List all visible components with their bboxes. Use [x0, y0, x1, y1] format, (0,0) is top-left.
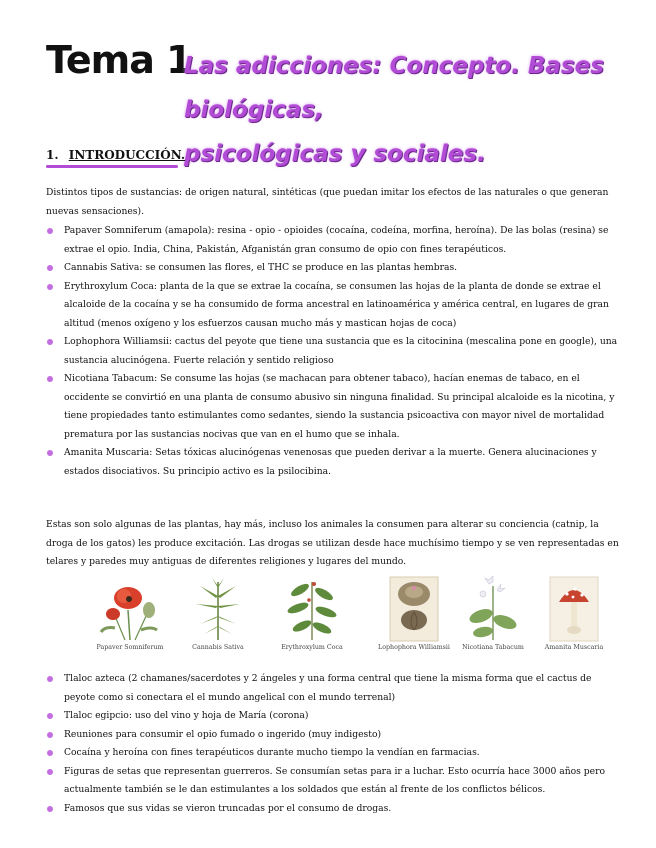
- topic-title-line-1: Las adicciones: Concepto. Bases biológicas,: [184, 53, 604, 123]
- bullet-icon: [47, 769, 53, 775]
- topic-title-line-2: psicológicas y sociales.: [184, 141, 486, 167]
- list-item: [46, 800, 622, 819]
- bullet-icon: [47, 265, 53, 271]
- figure-amanita: [534, 576, 614, 651]
- bullet-icon: [47, 339, 53, 345]
- plants-list: [46, 222, 622, 481]
- history-list: [46, 670, 622, 818]
- intro-paragraph: Distintos tipos de sustancias: de origen natural, sintéticas (que puedan imitar los efectos de las naturales o que generan nuevas sensaciones).: [46, 187, 609, 217]
- figure-cannabis: [186, 576, 250, 651]
- bullet-icon: [47, 713, 53, 719]
- tobacco-illustration-icon: [469, 576, 517, 642]
- section-number: 1.: [46, 148, 59, 162]
- bullet-icon: [47, 750, 53, 756]
- list-item: [46, 278, 622, 334]
- bullet-icon: [47, 676, 53, 682]
- list-item-text: Tlaloc azteca (2 chamanes/sacerdotes y 2 ángeles y una forma central que tiene la misma forma que el cactus de peyote como si conectara el el mundo angelical con el mundo terrenal): [64, 673, 592, 703]
- coca-illustration-icon: [282, 576, 342, 642]
- list-item: [46, 744, 622, 763]
- section-title: INTRODUCCIÓN.: [68, 148, 186, 162]
- figure-caption: Cannabis Sativa: [192, 644, 244, 651]
- list-item-text: Figuras de setas que representan guerreros. Se consumían setas para ir a luchar. Esto ocurría hace 3000 años pero actualmente también se le dan estimulantes a los soldados que están al frente de los conflictos bélicos.: [64, 765, 606, 795]
- section-underline: [46, 165, 178, 168]
- list-item: [46, 259, 622, 278]
- amanita-illustration-icon: [549, 576, 599, 642]
- figure-coca: [272, 576, 352, 651]
- list-item: [46, 444, 622, 481]
- figure-nicotiana: [458, 576, 528, 651]
- list-item-text: Famosos que sus vidas se vieron truncadas por el consumo de drogas.: [64, 802, 392, 814]
- topic-title: [184, 44, 644, 176]
- history-intro-paragraph: Estas son solo algunas de las plantas, hay más, incluso los animales la consumen para alterar su conciencia (catnip, la droga de los gatos) les produce excitación. Las drogas se utilizan desde hace muchísimo tiempo y se ven representadas en telares y paredes muy antiguas de diferentes religiones y lugares del mundo.: [46, 519, 619, 567]
- list-item-text: Cannabis Sativa: se consumen las flores, el THC se produce en las plantas hembras.: [64, 262, 458, 273]
- figure-caption: Papaver Somniferum: [96, 644, 164, 651]
- figure-papaver: [82, 576, 178, 651]
- peyote-illustration-icon: [389, 576, 439, 642]
- bullet-icon: [47, 806, 53, 812]
- list-item-text: Nicotiana Tabacum: Se consume las hojas (se machacan para obtener tabaco), hacían enemas de tabaco, en el occidente se convirtió en una planta de consumo abusivo sin ninguna finalidad. Su principal alcaloide es la nicotina, y tiene propiedades tanto estimulantes como sedantes, siendo la sustancia psicoactiva con mayor nivel de mortalidad prematura por las sustancias nocivas que van en el humo que se inhala.: [64, 373, 615, 440]
- figure-caption: Amanita Muscaria: [544, 644, 604, 651]
- list-item: [46, 222, 622, 259]
- section-heading: [46, 148, 185, 162]
- bullet-icon: [47, 376, 53, 382]
- topic-number: Tema 1: [46, 38, 192, 82]
- list-item-text: Erythroxylum Coca: planta de la que se extrae la cocaína, se consumen las hojas de la planta de donde se extrae el alcaloide de la cocaína y se ha consumido de forma ancestral en latinoamérica y américa central, en lugares de gran altitud (menos oxígeno y los esfuerzos causan mucho más y mastican hojas de coca): [64, 280, 609, 329]
- bullet-icon: [47, 228, 53, 234]
- figure-caption: Nicotiana Tabacum: [462, 644, 524, 651]
- list-item-text: Lophophora Williamsii: cactus del peyote que tiene una sustancia que es la citocinina (mescalina pone en google), una sustancia alucinógena. Fuerte relación y sentido religioso: [64, 336, 618, 366]
- bullet-icon: [47, 284, 53, 290]
- poppy-illustration-icon: [95, 576, 165, 642]
- list-item-text: Papaver Somniferum (amapola): resina - opio - opioides (cocaína, codeína, morfina, heroína). De las bolas (resina) se extrae el opio. India, China, Pakistán, Afganistán gran consumo de opio con fines terapéuticos.: [64, 225, 609, 255]
- figure-lophophora: [370, 576, 458, 651]
- list-item-text: Reuniones para consumir el opio fumado o ingerido (muy indigesto): [64, 728, 382, 740]
- list-item: [46, 670, 622, 707]
- list-item: [46, 333, 622, 370]
- list-item: [46, 370, 622, 444]
- bullet-icon: [47, 450, 53, 456]
- list-item-text: Tlaloc egipcio: uso del vino y hoja de María (corona): [64, 710, 309, 721]
- figure-caption: Erythroxylum Coca: [281, 644, 343, 651]
- plant-illustrations: [82, 576, 622, 664]
- bullet-icon: [47, 732, 53, 738]
- list-item: [46, 707, 622, 726]
- list-item-text: Cocaína y heroína con fines terapéuticos durante mucho tiempo la vendían en farmacias.: [64, 747, 480, 758]
- figure-caption: Lophophora Williamsii: [378, 644, 450, 651]
- list-item: [46, 763, 622, 800]
- list-item: [46, 726, 622, 745]
- list-item-text: Amanita Muscaria: Setas tóxicas alucinógenas venenosas que pueden derivar a la muerte. Genera alucinaciones y estados disociativos. Su principio activo es la psilocibina.: [64, 447, 597, 477]
- cannabis-illustration-icon: [190, 576, 246, 642]
